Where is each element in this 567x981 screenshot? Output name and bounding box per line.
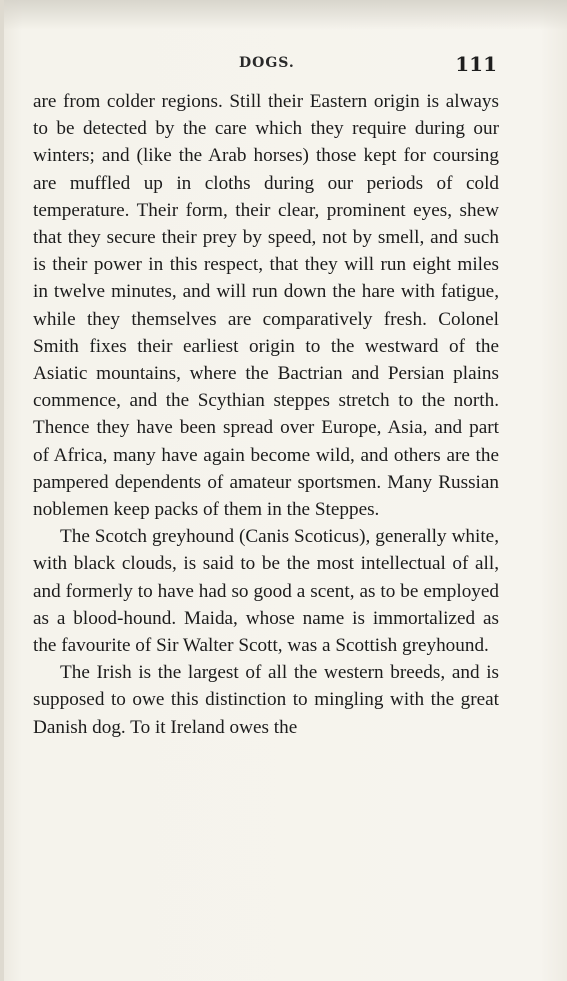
- page-gutter: [0, 0, 4, 981]
- page-number: 111: [455, 52, 497, 76]
- running-title: DOGS.: [239, 55, 295, 71]
- paragraph-irish-greyhound: The Irish is the largest of all the western breeds, and is supposed to owe this distinction to mingling with the great Danish dog. To it Ireland owes the: [33, 662, 499, 738]
- paragraph-scotch-greyhound: The Scotch greyhound (Canis Scoticus), generally white, with black clouds, is said to be the most intellectual of all, and formerly to have had so good a scent, as to be employed as a blood-hound. Maida, whose name is immortalized as the favourite of Sir Walter Scott, was a Scottish greyhound.: [33, 526, 499, 657]
- page-header: [32, 52, 497, 81]
- body-text: [33, 88, 499, 741]
- paragraph-greyhound-origin: are from colder regions. Still their Eastern origin is always to be detected by the care which they require during our winters; and (like the Arab horses) those kept for coursing are muffled up in cloths during our periods of cold temperature. Their form, their clear, prominent eyes, shew that they secure their prey by speed, not by smell, and such is their power in this respect, that they will run eight miles in twelve minutes, and will run down the hare with fatigue, while they themselves are comparatively fresh. Colonel Smith fixes their earliest origin to the westward of the Asiatic mountains, where the Bactrian and Persian plains commence, and the Scythian steppes stretch to the north. Thence they have been spread over Europe, Asia, and part of Africa, many have again become wild, and others are the pampered dependents of amateur sportsmen. Many Russian noblemen keep packs of them in the Steppes.: [33, 91, 499, 521]
